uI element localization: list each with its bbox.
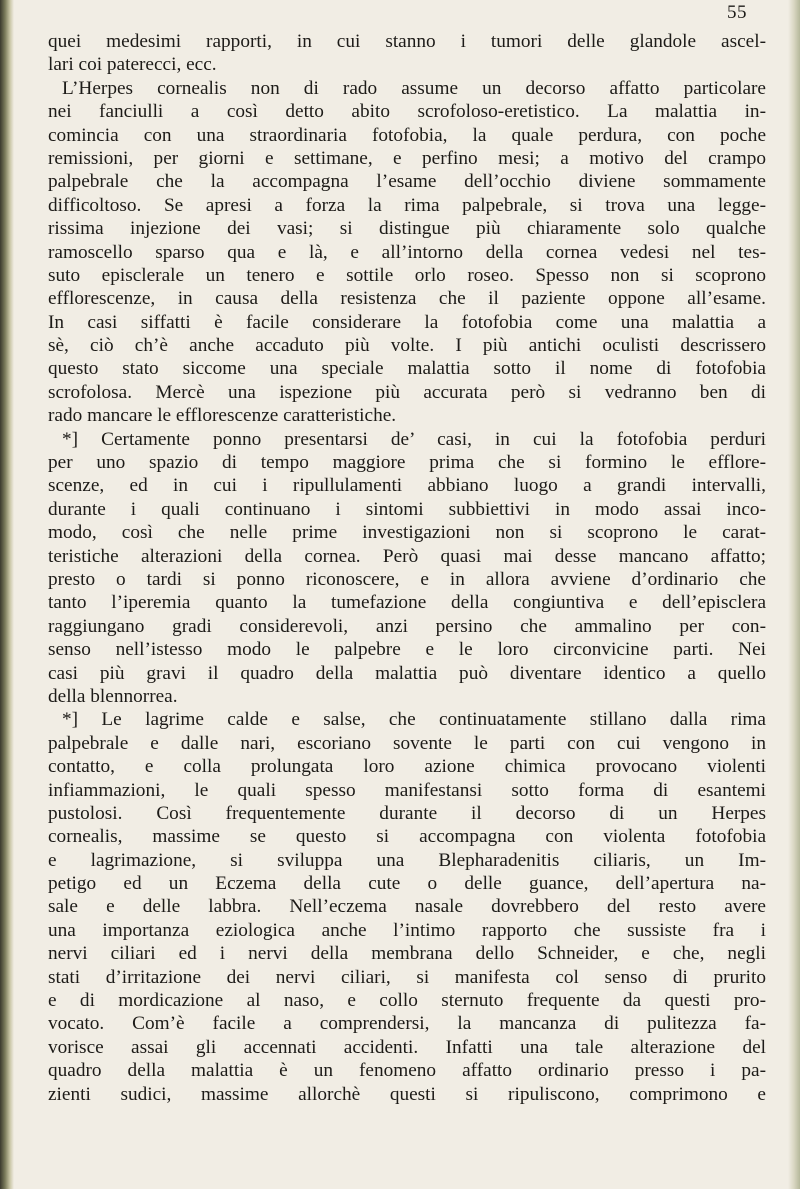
text-line: quei medesimi rapporti, in cui stanno i tumori delle glandole ascel- bbox=[48, 31, 766, 52]
book-spine-shadow bbox=[0, 0, 14, 1189]
text-line: L’Herpes cornealis non di rado assume un decorso affatto particolare bbox=[62, 77, 766, 99]
text-line: modo, così che nelle prime investigazioni non si scoprono le carat- bbox=[48, 522, 766, 544]
text-line: remissioni, per giorni e settimane, e perfino mesi; a motivo del crampo bbox=[48, 147, 766, 169]
text-line: suto episclerale un tenero e sottile orlo roseo. Spesso non si scoprono bbox=[48, 264, 766, 286]
text-line: zienti sudici, massime allorchè questi si ripuliscono, comprimono e bbox=[48, 1083, 766, 1105]
text-line: petigo ed un Eczema della cute o delle guance, dell’apertura na- bbox=[48, 873, 766, 895]
text-line: difficoltoso. Se apresi a forza la rima palpebrale, si trova una legge- bbox=[48, 194, 766, 216]
text-line: raggiungano gradi considerevoli, anzi persino che ammalino per con- bbox=[48, 615, 766, 637]
text-line: efflorescenze, in causa della resistenza che il paziente oppone all’esame. bbox=[48, 288, 766, 310]
page-number: 55 bbox=[727, 2, 747, 23]
text-line: sale e delle labbra. Nell’eczema nasale dovrebbero del resto avere bbox=[48, 896, 766, 918]
text-line: ramoscello sparso qua e là, e all’intorno della cornea vedesi nel tes- bbox=[48, 241, 766, 263]
text-line: e lagrimazione, si sviluppa una Blepharadenitis ciliaris, un Im- bbox=[48, 849, 766, 871]
text-line: lari coi paterecci, ecc. bbox=[48, 54, 217, 76]
body-text bbox=[48, 30, 766, 1106]
text-line: una importanza eziologica anche l’intimo rapporto che sussiste fra i bbox=[48, 919, 766, 941]
text-line: nei fanciulli a così detto abito scrofoloso-eretistico. La malattia in- bbox=[48, 101, 766, 123]
text-line: per uno spazio di tempo maggiore prima che si formino le efflore- bbox=[48, 452, 766, 474]
text-line: presto o tardi si ponno riconoscere, e in allora avviene d’ordinario che bbox=[48, 568, 766, 590]
text-line: In casi siffatti è facile considerare la fotofobia come una malattia a bbox=[48, 311, 766, 333]
text-line: tanto l’iperemia quanto la tumefazione della congiuntiva e dell’episclera bbox=[48, 592, 766, 614]
text-line: contatto, e colla prolungata loro azione chimica provocano violenti bbox=[48, 756, 766, 778]
text-line: rado mancare le efflorescenze caratteristiche. bbox=[48, 405, 397, 427]
text-line: palpebrale che la accompagna l’esame dell’occhio diviene sommamente bbox=[48, 171, 766, 193]
text-line: senso nell’istesso modo le palpebre e le loro circonvicine parti. Nei bbox=[48, 639, 766, 661]
page-edge bbox=[788, 0, 800, 1189]
text-line: *] Certamente ponno presentarsi de’ casi, in cui la fotofobia perduri bbox=[62, 428, 766, 450]
text-line: vorisce assai gli accennati accidenti. Infatti una tale alterazione del bbox=[48, 1036, 766, 1058]
text-line: vocato. Com’è facile a comprendersi, la mancanza di pulitezza fa- bbox=[48, 1013, 766, 1035]
text-line: scrofolosa. Mercè una ispezione più accurata però si vedranno ben di bbox=[48, 381, 766, 403]
text-line: sè, ciò ch’è anche accaduto più volte. I più antichi oculisti descrissero bbox=[48, 335, 766, 357]
text-line: questo stato siccome una speciale malattia sotto il nome di fotofobia bbox=[48, 358, 766, 380]
text-line: pustolosi. Così frequentemente durante il decorso di un Herpes bbox=[48, 802, 766, 824]
text-line: della blennorrea. bbox=[48, 685, 178, 707]
text-line: stati d’irritazione dei nervi ciliari, si manifesta col senso di prurito bbox=[48, 966, 766, 988]
text-line: casi più gravi il quadro della malattia può diventare identico a quello bbox=[48, 662, 766, 684]
text-line: infiammazioni, le quali spesso manifestansi sotto forma di esantemi bbox=[48, 779, 766, 801]
text-line: scenze, ed in cui i ripullulamenti abbiano luogo a grandi intervalli, bbox=[48, 475, 766, 497]
text-line: nervi ciliari ed i nervi della membrana dello Schneider, e che, negli bbox=[48, 943, 766, 965]
text-line: durante i quali continuano i sintomi subbiettivi in modo assai inco- bbox=[48, 498, 766, 520]
text-line: palpebrale e dalle nari, escoriano sovente le parti con cui vengono in bbox=[48, 732, 766, 754]
text-line: teristiche alterazioni della cornea. Però quasi mai desse mancano affatto; bbox=[48, 545, 766, 567]
text-line: *] Le lagrime calde e salse, che continuatamente stillano dalla rima bbox=[62, 709, 766, 731]
text-line: cornealis, massime se questo si accompagna con violenta fotofobia bbox=[48, 826, 766, 848]
text-line: quadro della malattia è un fenomeno affatto ordinario presso i pa- bbox=[48, 1060, 766, 1082]
text-line: comincia con una straordinaria fotofobia, la quale perdura, con poche bbox=[48, 124, 766, 146]
text-line: rissima injezione dei vasi; si distingue più chiaramente solo qualche bbox=[48, 218, 766, 240]
text-line: e di mordicazione al naso, e collo sternuto frequente da questi pro- bbox=[48, 990, 766, 1012]
